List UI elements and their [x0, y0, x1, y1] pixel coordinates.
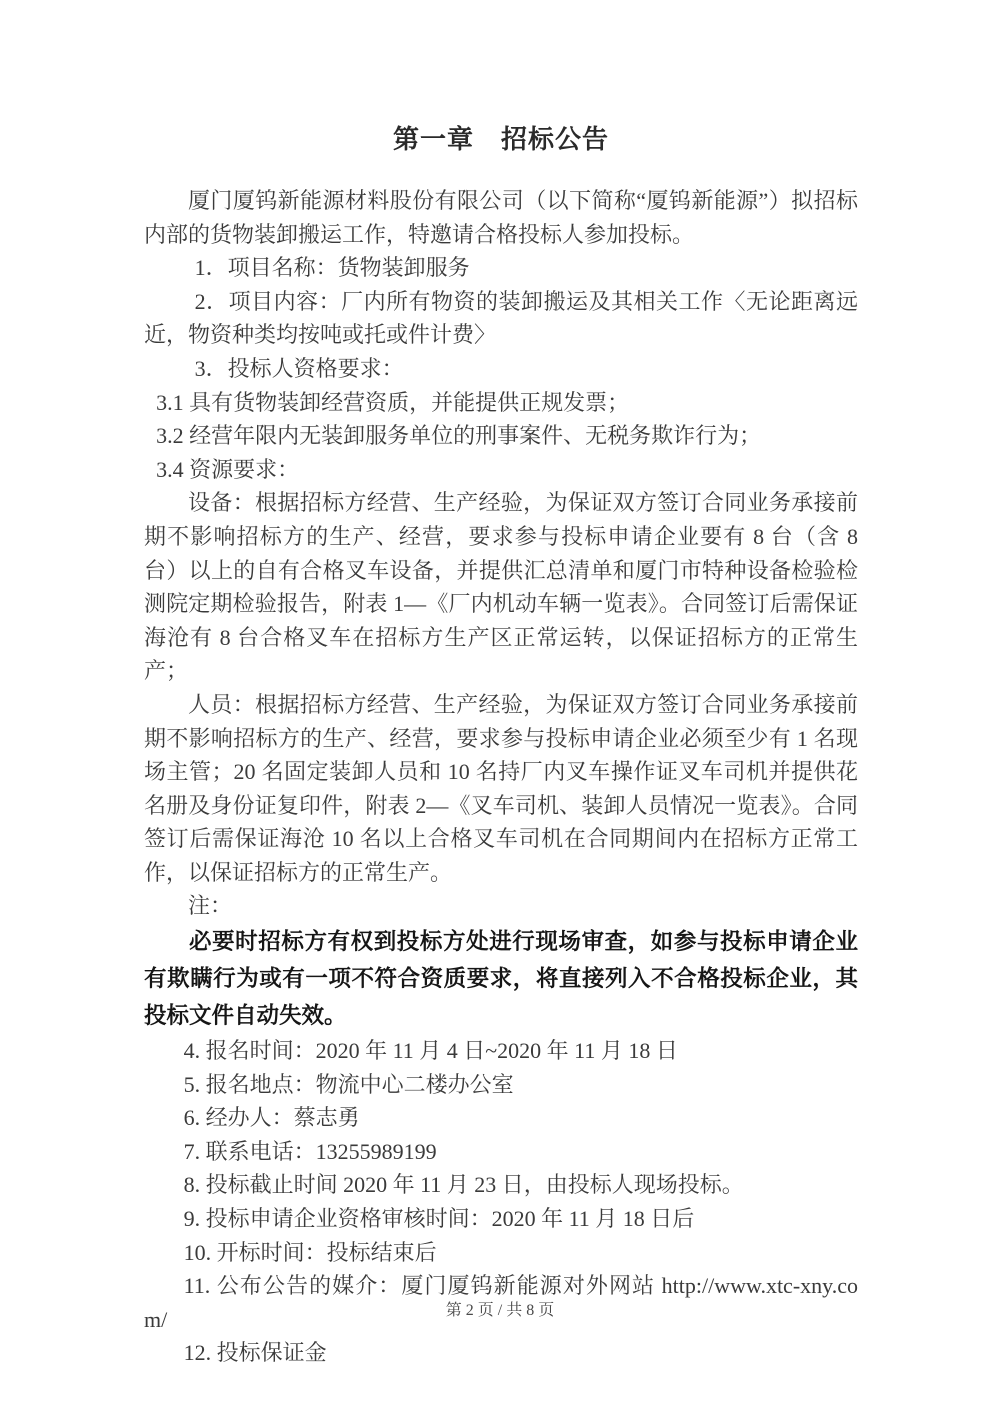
- chapter-title: 第一章 招标公告: [392, 125, 609, 154]
- item-11-announcement-media: 11. 公布公告的媒介：厦门厦钨新能源对外网站 http://www.xtc-xny.com/: [144, 1273, 858, 1332]
- item-9-qualification-review-time: 9. 投标申请企业资格审核时间：2020 年 11 月 18 日后: [183, 1206, 695, 1232]
- item-7-contact-phone: 7. 联系电话：13255989199: [183, 1138, 437, 1164]
- item-3-1-qualification: 3.1 具有货物装卸经营资质，并能提供正规发票；: [156, 389, 630, 415]
- item-5-registration-place: 5. 报名地点：物流中心二楼办公室: [183, 1071, 514, 1097]
- item-3-4-resource-heading: 3.4 资源要求：: [156, 456, 300, 482]
- equipment-requirement-paragraph: 设备：根据招标方经营、生产经验，为保证双方签订合同业务承接前期不影响招标方的生产、经营，要求参与投标申请企业要有 8 台（含 8 台）以上的自有合格叉车设备，并提供汇总清单和厦门市特种设备检验检测院定期检验报告，附表 1—《厂内机动车辆一览表》。合同签订后需保证海沧有 8 台合格叉车在招标方生产区正常运转，以保证招标方的正常生产；: [144, 490, 858, 684]
- item-3-2-qualification: 3.2 经营年限内无装卸服务单位的刑事案件、无税务欺诈行为；: [156, 423, 762, 449]
- personnel-requirement-paragraph: 人员：根据招标方经营、生产经验，为保证双方签订合同业务承接前期不影响招标方的生产、经营，要求参与投标申请企业必须至少有 1 名现场主管；20 名固定装卸人员和 10 名持厂内叉车操作证叉车司机并提供花名册及身份证复印件，附表 2—《叉车司机、装卸人员情况一览表》。合同签订后需保证海沧 10 名以上合格叉车司机在合同期间内在招标方正常工作，以保证招标方的正常生产。: [144, 691, 858, 885]
- item-3-qualification-heading: 3．投标人资格要求：: [194, 355, 404, 381]
- note-label: 注：: [188, 893, 233, 919]
- intro-paragraph: 厦门厦钨新能源材料股份有限公司（以下简称“厦钨新能源”）拟招标内部的货物装卸搬运工作，特邀请合格投标人参加投标。: [144, 188, 858, 247]
- note-warning-paragraph: 必要时招标方有权到投标方处进行现场审查，如参与投标申请企业有欺瞒行为或有一项不符合资质要求，将直接列入不合格投标企业，其投标文件自动失效。: [144, 929, 858, 1029]
- item-2-project-content: 2．项目内容：厂内所有物资的装卸搬运及其相关工作〈无论距离远近，物资种类均按吨或托或件计费〉: [144, 288, 858, 348]
- page-number: 第 2 页 / 共 8 页: [445, 1302, 555, 1319]
- item-1-project-name: 1．项目名称：货物装卸服务: [194, 255, 470, 281]
- item-4-registration-time: 4. 报名时间：2020 年 11 月 4 日~2020 年 11 月 18 日: [183, 1038, 678, 1064]
- item-12-bid-deposit: 12. 投标保证金: [183, 1340, 327, 1366]
- document-content: [144, 120, 858, 1370]
- item-10-bid-opening-time: 10. 开标时间：投标结束后: [183, 1239, 437, 1265]
- item-8-bid-deadline: 8. 投标截止时间 2020 年 11 月 23 日，由投标人现场投标。: [183, 1172, 744, 1198]
- item-6-contact-person: 6. 经办人：蔡志勇: [183, 1105, 360, 1131]
